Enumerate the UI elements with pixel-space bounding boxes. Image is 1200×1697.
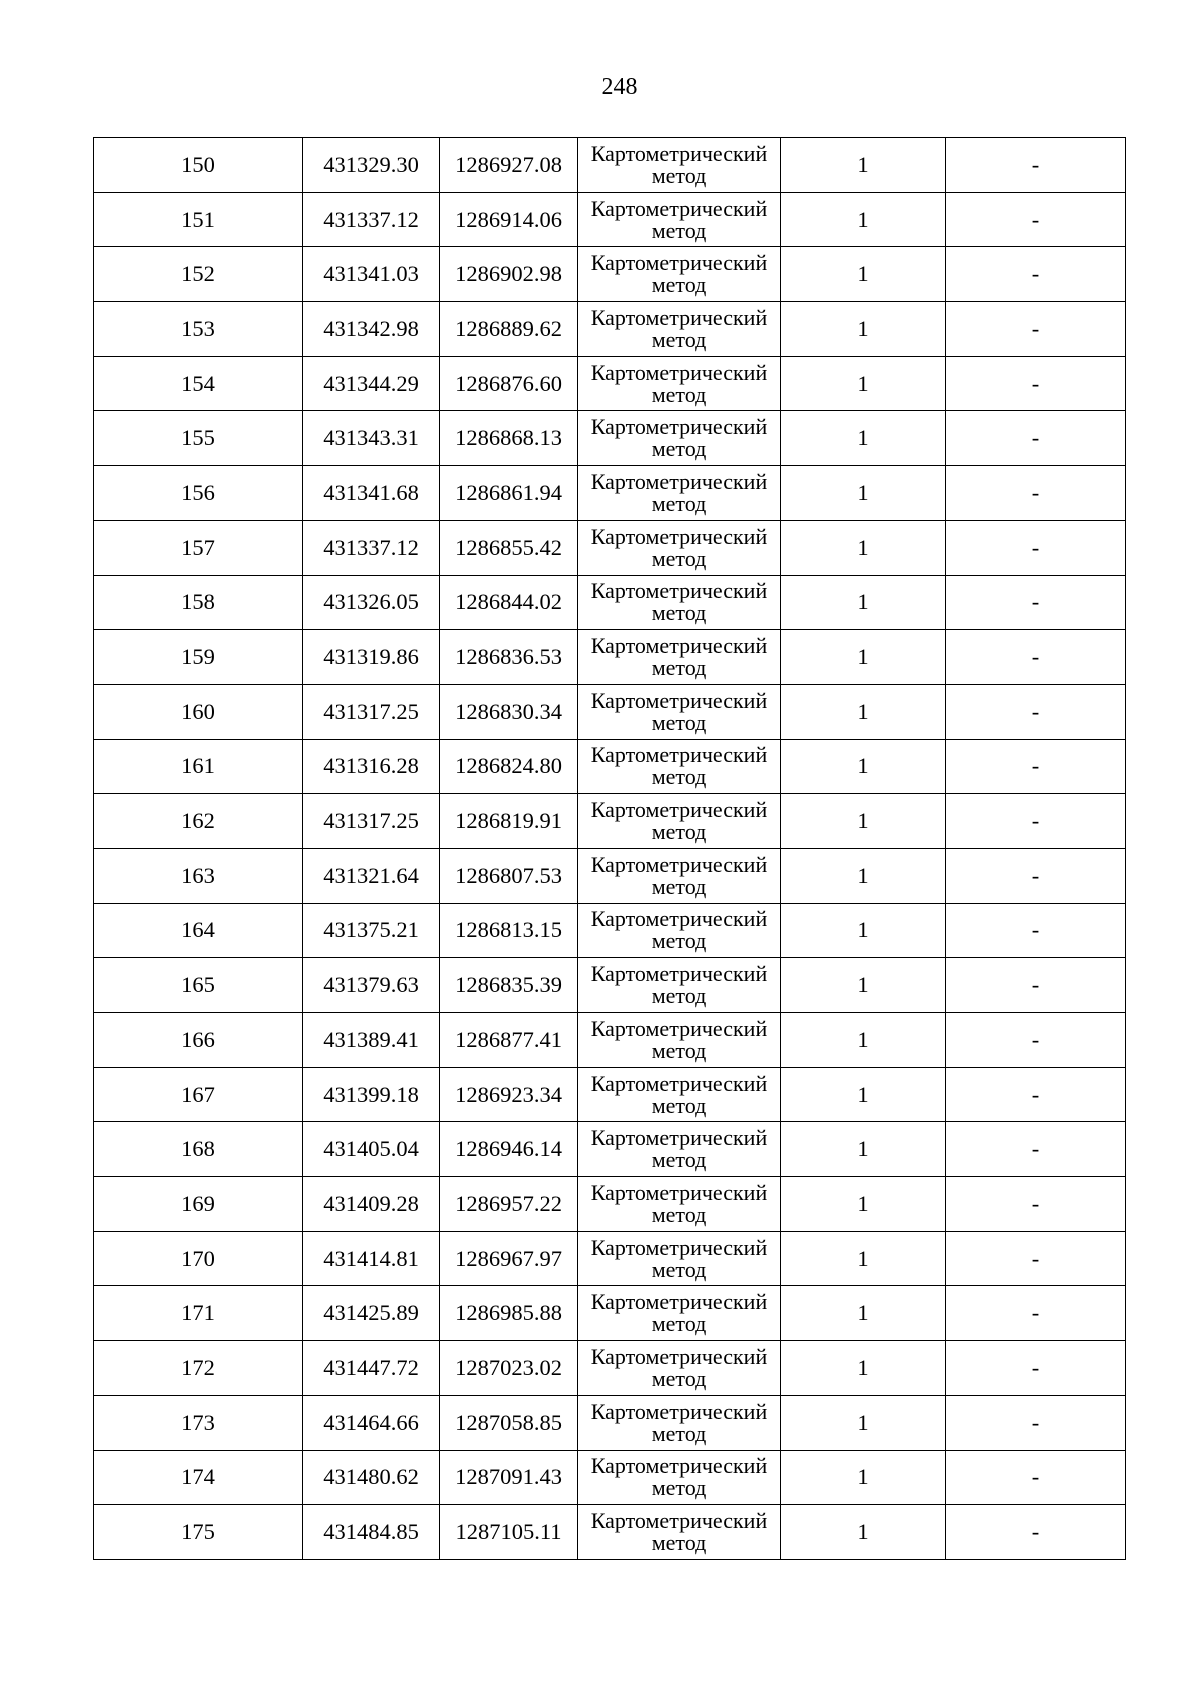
- note-cell: -: [946, 1122, 1126, 1177]
- point-number-cell: 150: [94, 138, 303, 193]
- y-coordinate-cell: 1286868.13: [440, 411, 578, 466]
- table-row: [94, 1067, 1126, 1122]
- note-cell: -: [946, 739, 1126, 794]
- method-line-2: метод: [651, 600, 707, 626]
- x-coordinate-cell: 431379.63: [303, 958, 440, 1013]
- method-cell: [578, 466, 781, 521]
- note-cell: -: [946, 356, 1126, 411]
- method-cell: [578, 1122, 781, 1177]
- method-line-1: Картометрический: [590, 195, 768, 221]
- accuracy-cell: 1: [781, 520, 946, 575]
- table-row: [94, 575, 1126, 630]
- method-line-1: Картометрический: [590, 1234, 768, 1260]
- note-cell: -: [946, 192, 1126, 247]
- table-row: [94, 1013, 1126, 1068]
- table-row: [94, 1505, 1126, 1560]
- method-line-2: метод: [651, 162, 707, 188]
- accuracy-cell: 1: [781, 848, 946, 903]
- y-coordinate-cell: 1286830.34: [440, 684, 578, 739]
- method-cell: [578, 247, 781, 302]
- accuracy-cell: 1: [781, 1067, 946, 1122]
- method-cell: [578, 739, 781, 794]
- point-number-cell: 157: [94, 520, 303, 575]
- accuracy-cell: 1: [781, 466, 946, 521]
- x-coordinate-cell: 431414.81: [303, 1231, 440, 1286]
- note-cell: -: [946, 138, 1126, 193]
- method-line-1: Картометрический: [590, 851, 768, 877]
- method-cell: [578, 1013, 781, 1068]
- x-coordinate-cell: 431405.04: [303, 1122, 440, 1177]
- method-line-1: Картометрический: [590, 140, 768, 166]
- y-coordinate-cell: 1286844.02: [440, 575, 578, 630]
- table-row: [94, 1286, 1126, 1341]
- method-line-2: метод: [651, 1311, 707, 1337]
- method-cell: [578, 138, 781, 193]
- method-line-2: метод: [651, 1147, 707, 1173]
- x-coordinate-cell: 431480.62: [303, 1450, 440, 1505]
- note-cell: -: [946, 1231, 1126, 1286]
- method-line-2: метод: [651, 1475, 707, 1501]
- note-cell: -: [946, 1505, 1126, 1560]
- method-line-1: Картометрический: [590, 1343, 768, 1369]
- y-coordinate-cell: 1287105.11: [440, 1505, 578, 1560]
- table-row: [94, 1122, 1126, 1177]
- method-line-1: Картометрический: [590, 1179, 768, 1205]
- method-line-2: метод: [651, 1092, 707, 1118]
- x-coordinate-cell: 431409.28: [303, 1177, 440, 1232]
- table-row: [94, 1395, 1126, 1450]
- note-cell: -: [946, 848, 1126, 903]
- accuracy-cell: 1: [781, 1013, 946, 1068]
- method-line-2: метод: [651, 436, 707, 462]
- point-number-cell: 166: [94, 1013, 303, 1068]
- note-cell: -: [946, 302, 1126, 357]
- y-coordinate-cell: 1286824.80: [440, 739, 578, 794]
- method-cell: [578, 1341, 781, 1396]
- accuracy-cell: 1: [781, 575, 946, 630]
- y-coordinate-cell: 1286889.62: [440, 302, 578, 357]
- table-row: [94, 1450, 1126, 1505]
- y-coordinate-cell: 1287023.02: [440, 1341, 578, 1396]
- accuracy-cell: 1: [781, 1505, 946, 1560]
- table-row: [94, 903, 1126, 958]
- x-coordinate-cell: 431399.18: [303, 1067, 440, 1122]
- method-line-2: метод: [651, 819, 707, 845]
- accuracy-cell: 1: [781, 247, 946, 302]
- accuracy-cell: 1: [781, 903, 946, 958]
- x-coordinate-cell: 431341.03: [303, 247, 440, 302]
- accuracy-cell: 1: [781, 411, 946, 466]
- y-coordinate-cell: 1286985.88: [440, 1286, 578, 1341]
- note-cell: -: [946, 1341, 1126, 1396]
- method-cell: [578, 848, 781, 903]
- table-row: [94, 411, 1126, 466]
- x-coordinate-cell: 431464.66: [303, 1395, 440, 1450]
- table-row: [94, 356, 1126, 411]
- method-cell: [578, 1505, 781, 1560]
- point-number-cell: 151: [94, 192, 303, 247]
- method-cell: [578, 1395, 781, 1450]
- method-line-1: Картометрический: [590, 1508, 768, 1534]
- point-number-cell: 155: [94, 411, 303, 466]
- accuracy-cell: 1: [781, 794, 946, 849]
- table-row: [94, 1177, 1126, 1232]
- accuracy-cell: 1: [781, 356, 946, 411]
- accuracy-cell: 1: [781, 302, 946, 357]
- method-line-1: Картометрический: [590, 523, 768, 549]
- method-line-1: Картометрический: [590, 1125, 768, 1151]
- accuracy-cell: 1: [781, 630, 946, 685]
- point-number-cell: 164: [94, 903, 303, 958]
- x-coordinate-cell: 431317.25: [303, 794, 440, 849]
- method-line-2: метод: [651, 1037, 707, 1063]
- method-line-2: метод: [651, 1365, 707, 1391]
- method-line-1: Картометрический: [590, 687, 768, 713]
- method-line-1: Картометрический: [590, 1070, 768, 1096]
- note-cell: -: [946, 411, 1126, 466]
- note-cell: -: [946, 520, 1126, 575]
- note-cell: -: [946, 247, 1126, 302]
- note-cell: -: [946, 903, 1126, 958]
- y-coordinate-cell: 1286807.53: [440, 848, 578, 903]
- note-cell: -: [946, 1067, 1126, 1122]
- method-cell: [578, 192, 781, 247]
- table-row: [94, 192, 1126, 247]
- point-number-cell: 169: [94, 1177, 303, 1232]
- method-line-1: Картометрический: [590, 250, 768, 276]
- y-coordinate-cell: 1286946.14: [440, 1122, 578, 1177]
- x-coordinate-cell: 431321.64: [303, 848, 440, 903]
- point-number-cell: 158: [94, 575, 303, 630]
- method-line-2: метод: [651, 764, 707, 790]
- method-cell: [578, 1450, 781, 1505]
- method-line-1: Картометрический: [590, 797, 768, 823]
- y-coordinate-cell: 1286967.97: [440, 1231, 578, 1286]
- table-row: [94, 247, 1126, 302]
- method-cell: [578, 575, 781, 630]
- table-body: [94, 138, 1126, 1560]
- method-line-1: Картометрический: [590, 468, 768, 494]
- x-coordinate-cell: 431447.72: [303, 1341, 440, 1396]
- x-coordinate-cell: 431342.98: [303, 302, 440, 357]
- method-cell: [578, 684, 781, 739]
- accuracy-cell: 1: [781, 739, 946, 794]
- method-line-1: Картометрический: [590, 1453, 768, 1479]
- method-cell: [578, 520, 781, 575]
- page-number: 248: [601, 74, 638, 100]
- point-number-cell: 173: [94, 1395, 303, 1450]
- y-coordinate-cell: 1286923.34: [440, 1067, 578, 1122]
- table-row: [94, 684, 1126, 739]
- point-number-cell: 168: [94, 1122, 303, 1177]
- point-number-cell: 170: [94, 1231, 303, 1286]
- table-row: [94, 302, 1126, 357]
- point-number-cell: 161: [94, 739, 303, 794]
- y-coordinate-cell: 1286914.06: [440, 192, 578, 247]
- point-number-cell: 165: [94, 958, 303, 1013]
- x-coordinate-cell: 431344.29: [303, 356, 440, 411]
- method-cell: [578, 630, 781, 685]
- method-cell: [578, 356, 781, 411]
- x-coordinate-cell: 431341.68: [303, 466, 440, 521]
- x-coordinate-cell: 431337.12: [303, 520, 440, 575]
- accuracy-cell: 1: [781, 1122, 946, 1177]
- x-coordinate-cell: 431375.21: [303, 903, 440, 958]
- point-number-cell: 152: [94, 247, 303, 302]
- method-line-1: Картометрический: [590, 906, 768, 932]
- table-row: [94, 1341, 1126, 1396]
- method-line-2: метод: [651, 1201, 707, 1227]
- coordinates-table: [93, 137, 1126, 1560]
- method-line-2: метод: [651, 1256, 707, 1282]
- method-line-1: Картометрический: [590, 742, 768, 768]
- x-coordinate-cell: 431389.41: [303, 1013, 440, 1068]
- method-line-2: метод: [651, 272, 707, 298]
- point-number-cell: 163: [94, 848, 303, 903]
- point-number-cell: 156: [94, 466, 303, 521]
- y-coordinate-cell: 1286902.98: [440, 247, 578, 302]
- method-line-1: Картометрический: [590, 633, 768, 659]
- table-row: [94, 138, 1126, 193]
- y-coordinate-cell: 1286855.42: [440, 520, 578, 575]
- table-row: [94, 1231, 1126, 1286]
- method-line-2: метод: [651, 217, 707, 243]
- accuracy-cell: 1: [781, 138, 946, 193]
- method-line-1: Картометрический: [590, 1015, 768, 1041]
- table-row: [94, 739, 1126, 794]
- method-line-2: метод: [651, 326, 707, 352]
- point-number-cell: 159: [94, 630, 303, 685]
- point-number-cell: 174: [94, 1450, 303, 1505]
- point-number-cell: 171: [94, 1286, 303, 1341]
- accuracy-cell: 1: [781, 1286, 946, 1341]
- y-coordinate-cell: 1286836.53: [440, 630, 578, 685]
- x-coordinate-cell: 431326.05: [303, 575, 440, 630]
- note-cell: -: [946, 1395, 1126, 1450]
- x-coordinate-cell: 431317.25: [303, 684, 440, 739]
- y-coordinate-cell: 1286957.22: [440, 1177, 578, 1232]
- method-cell: [578, 1067, 781, 1122]
- note-cell: -: [946, 1286, 1126, 1341]
- y-coordinate-cell: 1286877.41: [440, 1013, 578, 1068]
- x-coordinate-cell: 431329.30: [303, 138, 440, 193]
- method-cell: [578, 411, 781, 466]
- y-coordinate-cell: 1286876.60: [440, 356, 578, 411]
- table-row: [94, 630, 1126, 685]
- x-coordinate-cell: 431343.31: [303, 411, 440, 466]
- x-coordinate-cell: 431337.12: [303, 192, 440, 247]
- method-line-1: Картометрический: [590, 304, 768, 330]
- note-cell: -: [946, 794, 1126, 849]
- point-number-cell: 154: [94, 356, 303, 411]
- method-cell: [578, 1286, 781, 1341]
- x-coordinate-cell: 431316.28: [303, 739, 440, 794]
- table-row: [94, 794, 1126, 849]
- table-row: [94, 520, 1126, 575]
- point-number-cell: 160: [94, 684, 303, 739]
- method-line-1: Картометрический: [590, 578, 768, 604]
- method-cell: [578, 1177, 781, 1232]
- note-cell: -: [946, 684, 1126, 739]
- y-coordinate-cell: 1286813.15: [440, 903, 578, 958]
- accuracy-cell: 1: [781, 1341, 946, 1396]
- accuracy-cell: 1: [781, 1395, 946, 1450]
- method-cell: [578, 1231, 781, 1286]
- method-line-1: Картометрический: [590, 414, 768, 440]
- method-line-2: метод: [651, 983, 707, 1009]
- point-number-cell: 162: [94, 794, 303, 849]
- method-line-2: метод: [651, 709, 707, 735]
- y-coordinate-cell: 1287058.85: [440, 1395, 578, 1450]
- method-cell: [578, 794, 781, 849]
- note-cell: -: [946, 1177, 1126, 1232]
- method-line-2: метод: [651, 1420, 707, 1446]
- method-line-2: метод: [651, 1530, 707, 1556]
- x-coordinate-cell: 431484.85: [303, 1505, 440, 1560]
- method-line-1: Картометрический: [590, 359, 768, 385]
- note-cell: -: [946, 630, 1126, 685]
- note-cell: -: [946, 1013, 1126, 1068]
- table-row: [94, 466, 1126, 521]
- point-number-cell: 172: [94, 1341, 303, 1396]
- y-coordinate-cell: 1286861.94: [440, 466, 578, 521]
- method-line-2: метод: [651, 490, 707, 516]
- method-line-2: метод: [651, 655, 707, 681]
- method-line-2: метод: [651, 545, 707, 571]
- point-number-cell: 153: [94, 302, 303, 357]
- accuracy-cell: 1: [781, 1450, 946, 1505]
- accuracy-cell: 1: [781, 1231, 946, 1286]
- method-line-1: Картометрический: [590, 1398, 768, 1424]
- accuracy-cell: 1: [781, 958, 946, 1013]
- accuracy-cell: 1: [781, 684, 946, 739]
- method-cell: [578, 958, 781, 1013]
- note-cell: -: [946, 466, 1126, 521]
- accuracy-cell: 1: [781, 1177, 946, 1232]
- method-line-1: Картометрический: [590, 961, 768, 987]
- note-cell: -: [946, 1450, 1126, 1505]
- note-cell: -: [946, 958, 1126, 1013]
- x-coordinate-cell: 431319.86: [303, 630, 440, 685]
- method-line-2: метод: [651, 928, 707, 954]
- method-line-2: метод: [651, 873, 707, 899]
- y-coordinate-cell: 1286819.91: [440, 794, 578, 849]
- y-coordinate-cell: 1287091.43: [440, 1450, 578, 1505]
- point-number-cell: 175: [94, 1505, 303, 1560]
- x-coordinate-cell: 431425.89: [303, 1286, 440, 1341]
- table-row: [94, 848, 1126, 903]
- method-cell: [578, 302, 781, 357]
- table-row: [94, 958, 1126, 1013]
- point-number-cell: 167: [94, 1067, 303, 1122]
- note-cell: -: [946, 575, 1126, 630]
- accuracy-cell: 1: [781, 192, 946, 247]
- method-cell: [578, 903, 781, 958]
- method-line-1: Картометрический: [590, 1289, 768, 1315]
- y-coordinate-cell: 1286927.08: [440, 138, 578, 193]
- method-line-2: метод: [651, 381, 707, 407]
- y-coordinate-cell: 1286835.39: [440, 958, 578, 1013]
